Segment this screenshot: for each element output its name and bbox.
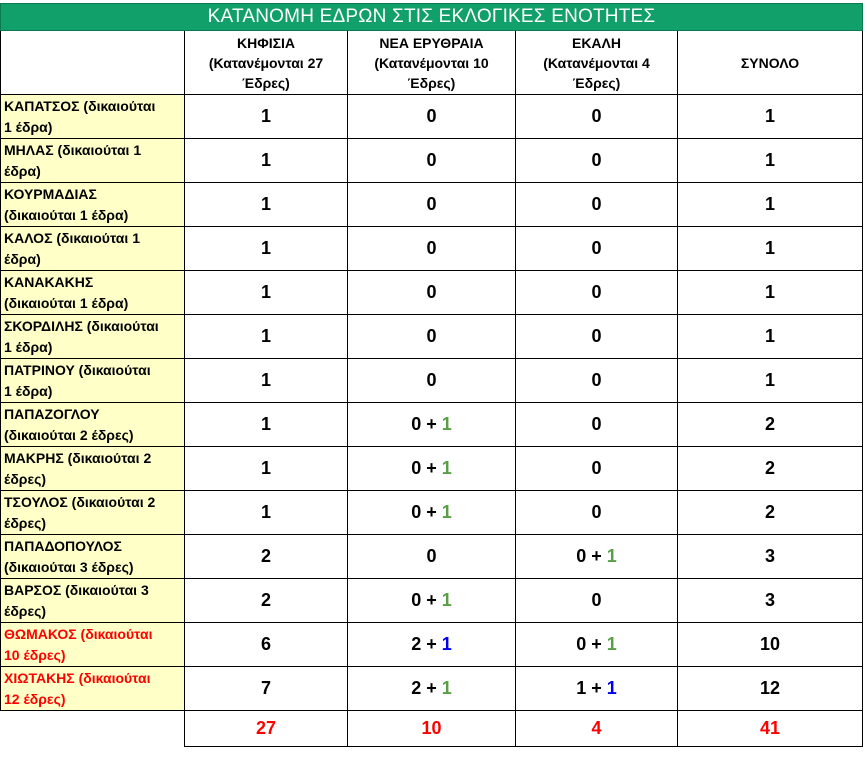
seat-base-value: 0 bbox=[591, 150, 602, 170]
seat-base-value: 0 bbox=[426, 370, 437, 390]
candidate-name-line: ΒΑΡΣΟΣ (δικαιούται 3 bbox=[4, 581, 149, 598]
kifisia-seats-cell: 1 bbox=[185, 271, 348, 315]
kifisia-seats-cell: 1 bbox=[185, 359, 348, 403]
seat-extra-value: 1 bbox=[441, 634, 452, 654]
total-seats-cell: 2 bbox=[678, 447, 863, 491]
table-row bbox=[1, 579, 863, 623]
candidate-name-line: ΜΗΛΑΣ (δικαιούται 1 bbox=[4, 141, 142, 158]
seat-base-value: 0 bbox=[426, 546, 437, 566]
candidate-name-line: 1 έδρα) bbox=[4, 382, 53, 399]
seat-extra-value: 1 bbox=[606, 634, 617, 654]
header-ekali-line-1: ΕΚΑΛΗ bbox=[571, 34, 621, 51]
ekali-seats-cell bbox=[516, 359, 678, 403]
seat-base-value: 0 bbox=[426, 106, 437, 126]
total-seats-cell: 1 bbox=[678, 95, 863, 139]
header-kifisia-line-3: Έδρες) bbox=[242, 74, 290, 91]
kifisia-seats-cell: 1 bbox=[185, 139, 348, 183]
candidate-name-line: έδρες) bbox=[4, 602, 47, 619]
total-seats-cell: 12 bbox=[678, 667, 863, 711]
total-seats-cell: 2 bbox=[678, 403, 863, 447]
table-row bbox=[1, 491, 863, 535]
table-row bbox=[1, 623, 863, 667]
nea-erythraia-total: 10 bbox=[348, 711, 516, 747]
seat-base-value: 0 bbox=[426, 194, 437, 214]
candidate-name-cell bbox=[1, 315, 185, 359]
seat-base-value: 0 bbox=[591, 282, 602, 302]
candidate-name-line: ΣΚΟΡΔΙΛΗΣ (δικαιούται bbox=[4, 317, 159, 334]
ekali-seats-cell bbox=[516, 535, 678, 579]
candidate-name-line: έδρα) bbox=[4, 162, 41, 179]
candidate-name-cell bbox=[1, 139, 185, 183]
header-kifisia-line-1: ΚΗΦΙΣΙΑ bbox=[236, 34, 295, 51]
candidate-name-line: ΧΙΩΤΑΚΗΣ (δικαιούται bbox=[4, 669, 151, 686]
candidate-name-line: ΚΑΠΑΤΣΟΣ (δικαιούται bbox=[4, 97, 156, 114]
candidate-name-line: ΠΑΠΑΔΟΠΟΥΛΟΣ bbox=[4, 537, 122, 554]
seat-extra-value: 1 bbox=[606, 546, 617, 566]
kifisia-seats-cell: 2 bbox=[185, 535, 348, 579]
plus-sign: + bbox=[586, 546, 607, 566]
candidate-name-line: ΜΑΚΡΗΣ (δικαιούται 2 bbox=[4, 449, 152, 466]
candidate-name-cell bbox=[1, 491, 185, 535]
candidate-name-line: ΠΑΤΡΙΝΟΥ (δικαιούται bbox=[4, 361, 151, 378]
kifisia-seats-cell: 1 bbox=[185, 447, 348, 491]
kifisia-seats-cell: 7 bbox=[185, 667, 348, 711]
candidate-name-line: έδρες) bbox=[4, 514, 47, 531]
nea-erythraia-seats-cell bbox=[348, 183, 516, 227]
nea-erythraia-seats-cell bbox=[348, 271, 516, 315]
nea-erythraia-seats-cell bbox=[348, 667, 516, 711]
kifisia-seats-cell: 1 bbox=[185, 95, 348, 139]
seat-base-value: 0 bbox=[411, 590, 422, 610]
header-ekali-line-2: (Κατανέμονται 4 bbox=[543, 54, 650, 71]
candidate-name-line: ΤΣΟΥΛΟΣ (δικαιούται 2 bbox=[4, 493, 156, 510]
total-seats-cell: 1 bbox=[678, 139, 863, 183]
seat-base-value: 0 bbox=[591, 106, 602, 126]
candidate-name-cell bbox=[1, 227, 185, 271]
total-seats-cell: 3 bbox=[678, 535, 863, 579]
sheet-bottom-strip bbox=[0, 747, 867, 761]
total-seats-cell: 10 bbox=[678, 623, 863, 667]
table-row bbox=[1, 271, 863, 315]
plus-sign: + bbox=[586, 634, 607, 654]
seat-base-value: 0 bbox=[426, 326, 437, 346]
seat-base-value: 0 bbox=[591, 414, 602, 434]
candidate-name-line: (δικαιούται 3 έδρες) bbox=[4, 558, 134, 575]
nea-erythraia-seats-cell bbox=[348, 315, 516, 359]
ekali-seats-cell bbox=[516, 667, 678, 711]
seat-base-value: 0 bbox=[411, 458, 422, 478]
table-row bbox=[1, 447, 863, 491]
header-ekali bbox=[516, 31, 678, 95]
plus-sign: + bbox=[421, 678, 442, 698]
nea-erythraia-seats-cell bbox=[348, 491, 516, 535]
candidate-name-cell bbox=[1, 271, 185, 315]
candidate-name-line: ΚΑΝΑΚΑΚΗΣ bbox=[4, 273, 94, 290]
candidate-name-cell bbox=[1, 623, 185, 667]
seat-base-value: 1 bbox=[576, 678, 587, 698]
nea-erythraia-seats-cell bbox=[348, 579, 516, 623]
total-seats-cell: 1 bbox=[678, 227, 863, 271]
plus-sign: + bbox=[586, 678, 607, 698]
table-row bbox=[1, 183, 863, 227]
seat-base-value: 0 bbox=[411, 414, 422, 434]
candidate-name-cell bbox=[1, 447, 185, 491]
ekali-seats-cell bbox=[516, 447, 678, 491]
nea-erythraia-seats-cell bbox=[348, 535, 516, 579]
candidate-name-line: ΘΩΜΑΚΟΣ (δικαιούται bbox=[4, 625, 153, 642]
header-nea-line-1: ΝΕΑ ΕΡΥΘΡΑΙΑ bbox=[379, 34, 484, 51]
ekali-seats-cell bbox=[516, 403, 678, 447]
ekali-seats-cell bbox=[516, 95, 678, 139]
nea-erythraia-seats-cell bbox=[348, 227, 516, 271]
candidate-name-cell bbox=[1, 535, 185, 579]
ekali-seats-cell bbox=[516, 227, 678, 271]
seat-base-value: 0 bbox=[576, 546, 587, 566]
table-row bbox=[1, 359, 863, 403]
header-total: ΣΥΝΟΛΟ bbox=[678, 31, 863, 95]
seat-extra-value: 1 bbox=[441, 414, 452, 434]
total-seats-cell: 1 bbox=[678, 315, 863, 359]
header-nea-erythraia bbox=[348, 31, 516, 95]
candidate-name-line: έδρα) bbox=[4, 250, 41, 267]
header-row bbox=[1, 31, 863, 95]
table-row bbox=[1, 315, 863, 359]
candidate-name-line: (δικαιούται 1 έδρα) bbox=[4, 294, 129, 311]
candidate-name-line: (δικαιούται 1 έδρα) bbox=[4, 206, 129, 223]
seat-base-value: 0 bbox=[591, 194, 602, 214]
total-seats-cell: 1 bbox=[678, 359, 863, 403]
seat-extra-value: 1 bbox=[606, 678, 617, 698]
title-row bbox=[1, 4, 863, 31]
nea-erythraia-seats-cell bbox=[348, 139, 516, 183]
seat-base-value: 2 bbox=[411, 678, 422, 698]
ekali-seats-cell bbox=[516, 271, 678, 315]
candidate-name-line: ΚΑΛΟΣ (δικαιούται 1 bbox=[4, 229, 140, 246]
seat-base-value: 0 bbox=[426, 282, 437, 302]
total-seats-cell: 2 bbox=[678, 491, 863, 535]
seat-base-value: 0 bbox=[591, 370, 602, 390]
table-row bbox=[1, 227, 863, 271]
header-nea-line-2: (Κατανέμονται 10 bbox=[374, 54, 489, 71]
ekali-seats-cell bbox=[516, 579, 678, 623]
kifisia-seats-cell: 1 bbox=[185, 183, 348, 227]
header-kifisia-line-2: (Κατανέμονται 27 bbox=[208, 54, 324, 71]
ekali-seats-cell bbox=[516, 139, 678, 183]
candidate-name-line: (δικαιούται 2 έδρες) bbox=[4, 426, 134, 443]
header-blank-cell bbox=[1, 31, 185, 95]
ekali-total: 4 bbox=[516, 711, 678, 747]
kifisia-seats-cell: 1 bbox=[185, 491, 348, 535]
table-row bbox=[1, 139, 863, 183]
table-row bbox=[1, 403, 863, 447]
candidate-name-line: 1 έδρα) bbox=[4, 118, 53, 135]
table-title: ΚΑΤΑΝΟΜΗ ΕΔΡΩΝ ΣΤΙΣ ΕΚΛΟΓΙΚΕΣ ΕΝΟΤΗΤΕΣ bbox=[1, 4, 863, 31]
seat-base-value: 0 bbox=[576, 634, 587, 654]
kifisia-seats-cell: 1 bbox=[185, 315, 348, 359]
nea-erythraia-seats-cell bbox=[348, 95, 516, 139]
totals-blank-cell bbox=[1, 711, 185, 747]
seat-base-value: 0 bbox=[591, 326, 602, 346]
candidate-name-cell bbox=[1, 403, 185, 447]
ekali-seats-cell bbox=[516, 623, 678, 667]
header-kifisia bbox=[185, 31, 348, 95]
total-seats-cell: 3 bbox=[678, 579, 863, 623]
candidate-name-line: 12 έδρες) bbox=[4, 690, 66, 707]
seat-base-value: 0 bbox=[591, 238, 602, 258]
plus-sign: + bbox=[421, 458, 442, 478]
seat-base-value: 0 bbox=[411, 502, 422, 522]
table-row bbox=[1, 535, 863, 579]
ekali-seats-cell bbox=[516, 183, 678, 227]
total-seats-cell: 1 bbox=[678, 271, 863, 315]
seat-base-value: 0 bbox=[426, 238, 437, 258]
candidate-name-line: 10 έδρες) bbox=[4, 646, 66, 663]
plus-sign: + bbox=[421, 634, 442, 654]
plus-sign: + bbox=[421, 590, 442, 610]
total-seats-cell: 1 bbox=[678, 183, 863, 227]
table-row bbox=[1, 95, 863, 139]
candidate-name-cell bbox=[1, 579, 185, 623]
seat-extra-value: 1 bbox=[441, 678, 452, 698]
totals-row bbox=[1, 711, 863, 747]
seat-base-value: 0 bbox=[591, 502, 602, 522]
candidate-name-cell bbox=[1, 95, 185, 139]
header-nea-line-3: Έδρες) bbox=[407, 74, 456, 91]
candidate-name-line: ΚΟΥΡΜΑΔΙΑΣ bbox=[4, 185, 97, 202]
kifisia-total: 27 bbox=[185, 711, 348, 747]
seat-extra-value: 1 bbox=[441, 502, 452, 522]
kifisia-seats-cell: 2 bbox=[185, 579, 348, 623]
candidate-name-cell bbox=[1, 667, 185, 711]
candidate-name-cell bbox=[1, 359, 185, 403]
kifisia-seats-cell: 1 bbox=[185, 403, 348, 447]
table-row bbox=[1, 667, 863, 711]
nea-erythraia-seats-cell bbox=[348, 359, 516, 403]
ekali-seats-cell bbox=[516, 491, 678, 535]
candidate-name-line: έδρες) bbox=[4, 470, 47, 487]
nea-erythraia-seats-cell bbox=[348, 403, 516, 447]
kifisia-seats-cell: 6 bbox=[185, 623, 348, 667]
seat-extra-value: 1 bbox=[441, 458, 452, 478]
nea-erythraia-seats-cell bbox=[348, 447, 516, 491]
ekali-seats-cell bbox=[516, 315, 678, 359]
grand-total: 41 bbox=[678, 711, 863, 747]
candidate-name-line: ΠΑΠΑΖΟΓΛΟΥ bbox=[4, 405, 100, 422]
header-ekali-line-3: Έδρες) bbox=[572, 74, 621, 91]
candidate-name-line: 1 έδρα) bbox=[4, 338, 53, 355]
seat-extra-value: 1 bbox=[441, 590, 452, 610]
plus-sign: + bbox=[421, 502, 442, 522]
seat-base-value: 0 bbox=[591, 590, 602, 610]
seat-allocation-table bbox=[0, 3, 863, 747]
plus-sign: + bbox=[421, 414, 442, 434]
candidate-name-cell bbox=[1, 183, 185, 227]
seat-base-value: 0 bbox=[426, 150, 437, 170]
seat-base-value: 0 bbox=[591, 458, 602, 478]
seat-base-value: 2 bbox=[411, 634, 422, 654]
nea-erythraia-seats-cell bbox=[348, 623, 516, 667]
kifisia-seats-cell: 1 bbox=[185, 227, 348, 271]
